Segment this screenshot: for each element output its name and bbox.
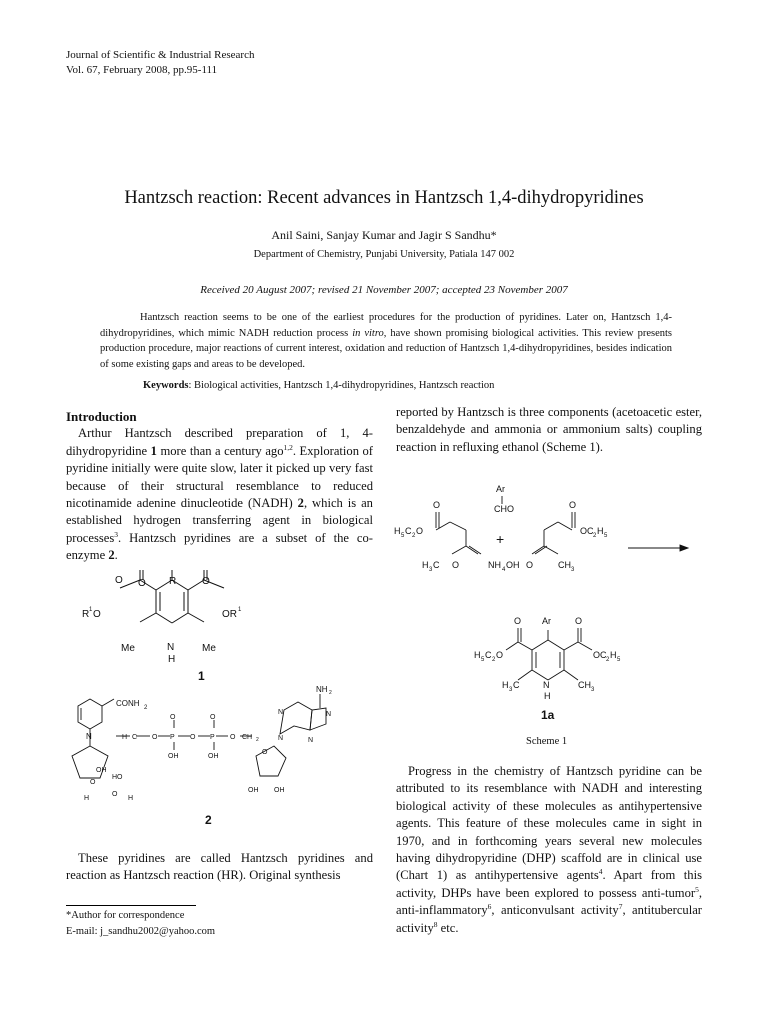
atom-label: H <box>610 650 617 660</box>
atom-label: 2 <box>412 533 416 539</box>
atom-label: H <box>502 680 509 690</box>
journal-name: Journal of Scientific & Industrial Research <box>66 49 255 61</box>
footnote-email[interactable]: E-mail: j_sandhu2002@yahoo.com <box>66 926 216 937</box>
atom-label: Ar <box>542 616 551 626</box>
atom-label: O <box>93 609 101 620</box>
atom-label: O <box>416 526 424 536</box>
atom-label: O <box>210 714 216 721</box>
atom-label: Ar <box>496 484 505 494</box>
atom-label: 1 <box>89 607 93 613</box>
keywords-text: : Biological activities, Hantzsch 1,4-dihydropyridines, Hantzsch reaction <box>188 380 495 391</box>
atom-label: CH <box>578 680 591 690</box>
atom-label: C <box>513 680 520 690</box>
atom-label: 3 <box>509 687 513 693</box>
atom-label: N <box>167 642 175 653</box>
atom-label: 3 <box>429 567 433 573</box>
atom-label: N <box>278 735 284 742</box>
atom-label: C <box>485 650 492 660</box>
atom-label: O <box>575 616 583 626</box>
abstract-italic: in vitro <box>352 327 384 339</box>
atom-label: 5 <box>401 533 405 539</box>
intro-paragraph-2-wrap <box>66 850 373 885</box>
atom-label: R <box>82 609 90 620</box>
paper-title: Hantzsch reaction: Recent advances in Hantzsch 1,4-dihydropyridines <box>124 188 644 208</box>
compound-label-1: 1 <box>198 669 205 683</box>
paper-affiliation: Department of Chemistry, Punjabi University, Patiala 147 002 <box>253 249 515 260</box>
atom-label: 2 <box>492 657 496 663</box>
intro-paragraph-1: Arthur Hantzsch described preparation of 1, 4-dihydropyridine 1 more than a century ago$^{1,2}$. Exploration of pyridine initially were quite slow, later it picked up very fast because of their structural resemblance to reduced nicotinamide adenine dinucleotide (NADH) 2, which is an established hydrogen transferring agent in biological processes$^3$. Hantzsch pyridines are a subset of the co-enzyme 2. <box>66 426 373 563</box>
citation: 7 <box>618 902 623 912</box>
atom-label: CHO <box>494 504 514 514</box>
atom-label: O <box>115 575 123 586</box>
atom-label: O <box>138 578 146 589</box>
atom-label: H <box>128 795 134 802</box>
citation: 4 <box>598 867 603 877</box>
scheme-caption: Scheme 1 <box>526 736 568 747</box>
abstract <box>100 310 672 372</box>
atom-label: OR <box>222 609 237 620</box>
keywords <box>143 380 494 391</box>
footnote-rule <box>66 905 196 906</box>
paper-authors: Anil Saini, Sanjay Kumar and Jagir S Sandhu* <box>271 228 497 242</box>
atom-label: 3 <box>571 567 575 573</box>
journal-volume: Vol. 67, February 2008, pp.95-111 <box>66 64 218 76</box>
footnote-author: *Author for correspondence <box>66 910 185 921</box>
atom-label: N <box>86 732 92 741</box>
abstract-text-2: , have shown promising biological activities. This review presents production procedure, major reactions of current interest, oxidation and reduction of Hantzsch 1,4-dihydropyridines, besides indication of some existing gaps and areas to be developed. <box>100 327 673 370</box>
scheme-1-figure <box>392 478 712 750</box>
compound-label-2: 2 <box>205 813 212 827</box>
right-column-top <box>396 404 702 456</box>
abstract-text-1: Hantzsch reaction seems to be one of the earliest procedures for the production of pyridines. Later on, Hantzsch 1,4-dihydropyridines, which mimic NADH reduction process <box>100 312 672 339</box>
atom-label: O <box>569 500 577 510</box>
atom-label: O <box>262 749 268 756</box>
atom-label: N <box>278 709 284 716</box>
intro-paragraph-2: These pyridines are called Hantzsch pyridines and reaction as Hantzsch reaction (HR). Original synthesis <box>66 851 373 883</box>
atom-label: NH <box>488 560 501 570</box>
atom-label: 2 <box>256 737 259 743</box>
atom-label: OC <box>580 526 594 536</box>
atom-label: R <box>169 576 177 587</box>
atom-label: 4 <box>502 567 506 573</box>
intro-heading: Introduction <box>66 409 137 424</box>
atom-label: O <box>190 734 196 741</box>
atom-label: 3 <box>591 687 595 693</box>
atom-label: H <box>474 650 481 660</box>
atom-label: H <box>168 654 176 665</box>
atom-label: CONH <box>116 699 140 708</box>
plus-sign: + <box>496 531 505 547</box>
atom-label: C <box>405 526 412 536</box>
atom-label: OH <box>96 767 107 774</box>
atom-label: CH <box>558 560 571 570</box>
atom-label: OH <box>506 560 520 570</box>
citation: 3 <box>114 529 119 539</box>
atom-label: H <box>422 560 429 570</box>
atom-label: OC <box>593 650 607 660</box>
atom-label: H <box>394 526 401 536</box>
progress-paragraph: Progress in the chemistry of Hantzsch pyridine can be attributed to its resemblance with NADH and interesting biological activity of these molecules as antihypertensive agents. This feature of these molecules came in sight in 1970, and in forthcoming years several new molecules having dihydropyridine (DHP) scaffold are in clinical use (Chart 1) as antihypertensive agents$^4$. Apart from this activity, DHPs have been explored to possess anti-tumor$^5$, anti-inflammatory$^6$, anticonvulsant activity$^7$, antitubercular activity$^8$ etc. <box>396 764 702 935</box>
nadh-structure-2 <box>66 684 366 829</box>
compound-label-1a: 1a <box>541 708 555 722</box>
atom-label: OH <box>168 753 179 760</box>
atom-label: 5 <box>617 657 621 663</box>
keywords-label: Keywords <box>143 380 189 391</box>
citation: 1,2 <box>283 442 293 452</box>
atom-label: Me <box>202 643 216 654</box>
atom-label: O <box>230 734 236 741</box>
atom-label: H <box>544 691 551 701</box>
citation: 5 <box>695 884 699 894</box>
intro-section <box>66 408 373 565</box>
atom-label: Me <box>121 643 135 654</box>
atom-label: C <box>132 734 138 741</box>
citation: 8 <box>433 919 438 929</box>
atom-label: CH <box>242 734 253 741</box>
atom-label: H <box>597 526 604 536</box>
right-column-bottom <box>396 763 702 937</box>
atom-label: H <box>122 734 128 741</box>
atom-label: NH <box>316 685 328 694</box>
citation: 6 <box>487 902 492 912</box>
atom-label: HO <box>112 774 123 781</box>
paper-dates: Received 20 August 2007; revised 21 November 2007; accepted 23 November 2007 <box>200 284 568 296</box>
atom-label: OH <box>208 753 219 760</box>
atom-label: OH <box>274 787 285 794</box>
atom-label: O <box>112 791 118 798</box>
atom-label: 2 <box>144 705 148 711</box>
atom-label: H <box>84 795 90 802</box>
atom-label: 2 <box>329 690 332 696</box>
atom-label: O <box>514 616 522 626</box>
atom-label: N <box>308 737 314 744</box>
atom-label: O <box>202 576 210 587</box>
atom-label: O <box>452 560 460 570</box>
atom-label: 5 <box>481 657 485 663</box>
atom-label: 2 <box>606 657 610 663</box>
atom-label: P <box>210 734 215 741</box>
dihydropyridine-structure-1 <box>76 570 336 685</box>
synthesis-paragraph: reported by Hantzsch is three components (acetoacetic ester, benzaldehyde and ammonia or ammonium salts) coupling reaction in refluxing ethanol (Scheme 1). <box>396 405 702 454</box>
atom-label: 5 <box>604 533 608 539</box>
atom-label: N <box>543 680 550 690</box>
atom-label: O <box>433 500 441 510</box>
atom-label: OH <box>248 787 259 794</box>
atom-label: O <box>496 650 504 660</box>
atom-label: O <box>152 734 158 741</box>
atom-label: 2 <box>593 533 597 539</box>
atom-label: O <box>90 779 96 786</box>
atom-label: O <box>526 560 534 570</box>
atom-label: C <box>433 560 440 570</box>
atom-label: N <box>326 711 332 718</box>
footnote <box>66 905 215 940</box>
journal-header <box>66 48 254 78</box>
atom-label: O <box>170 714 176 721</box>
atom-label: P <box>170 734 175 741</box>
atom-label: 1 <box>238 607 242 613</box>
